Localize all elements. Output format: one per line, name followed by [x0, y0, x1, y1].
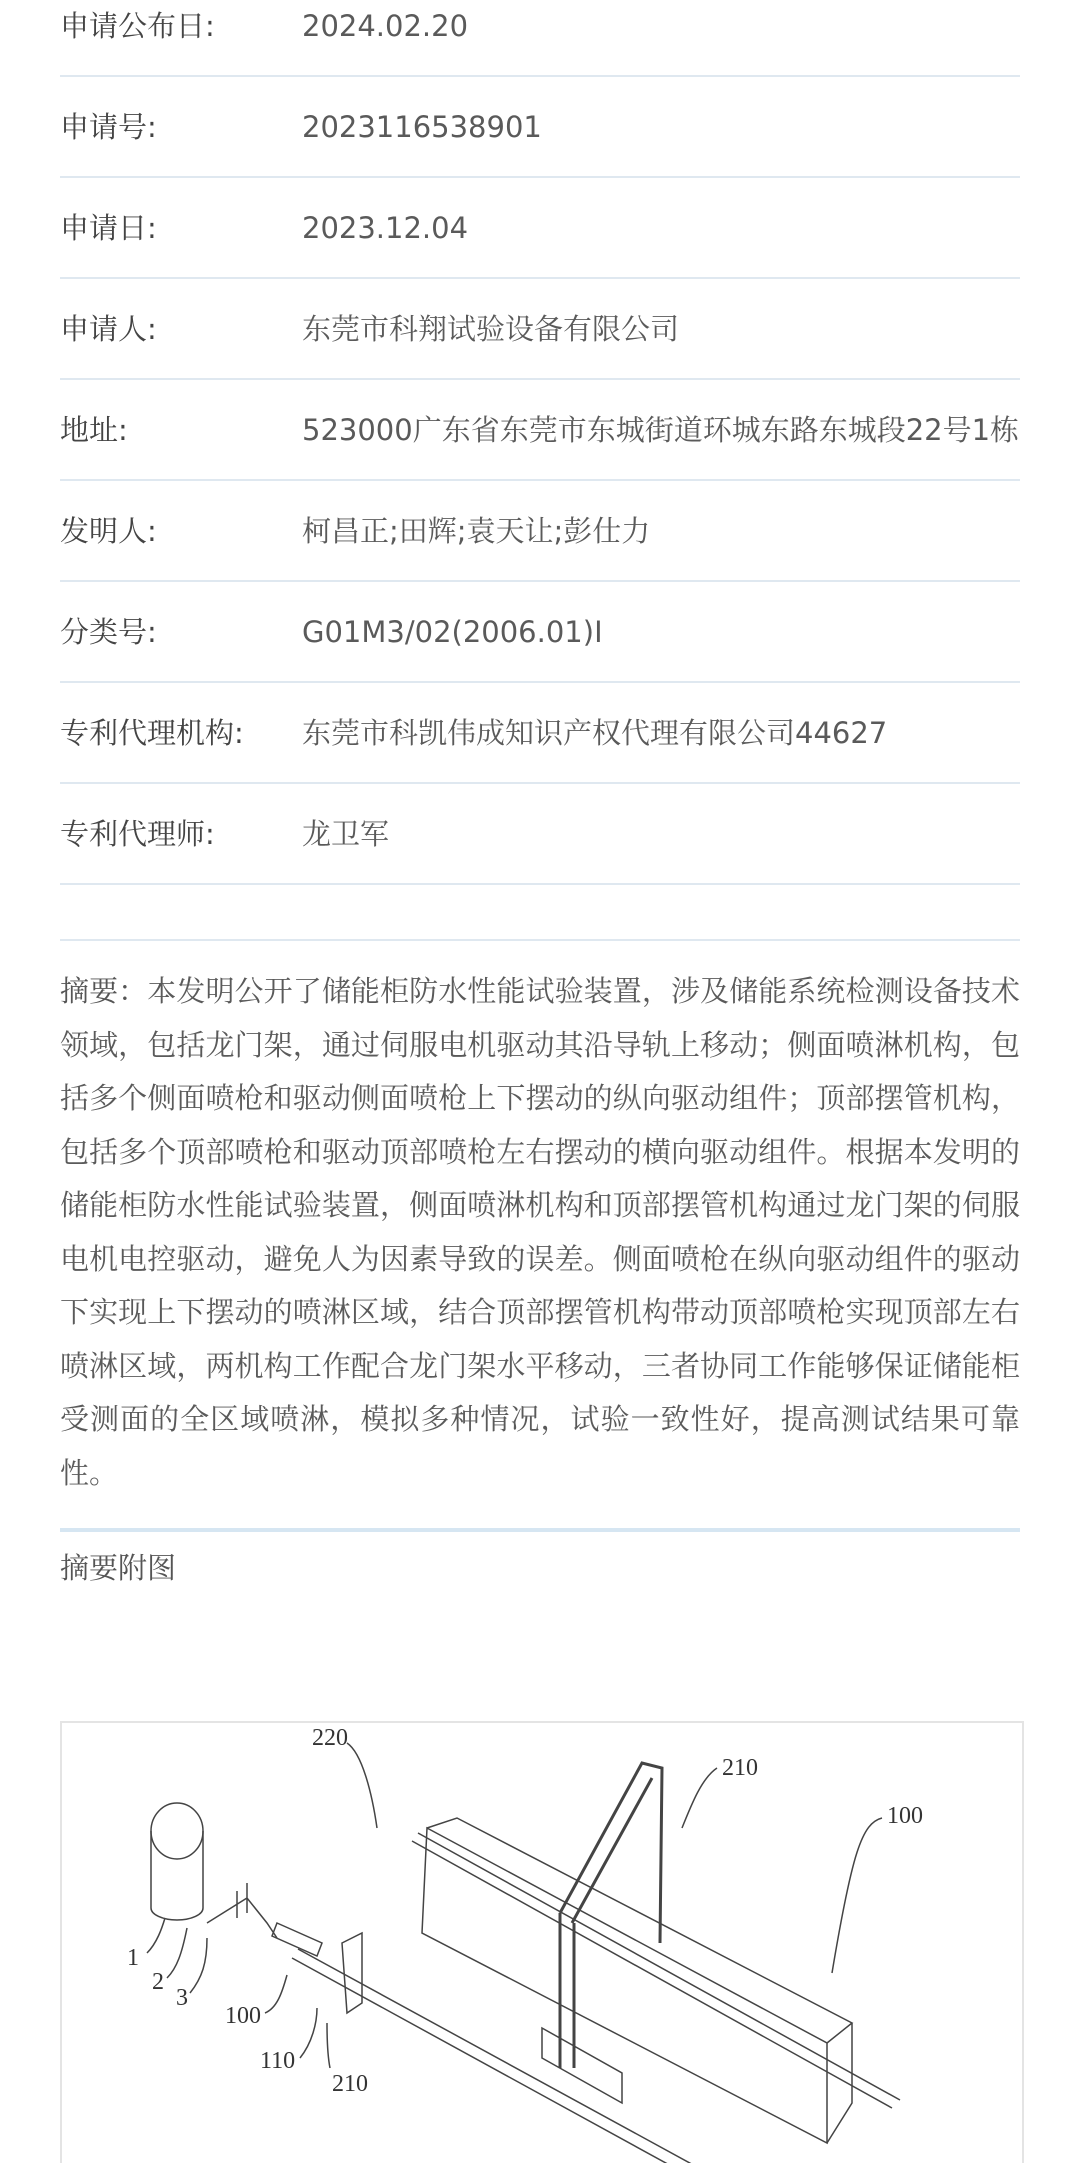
- field-label: 专利代理机构:: [60, 716, 244, 750]
- field-row: [60, 77, 1020, 178]
- label-100-left: 100: [225, 2003, 261, 2029]
- field-label: 地址:: [60, 413, 128, 447]
- field-value: 2023116538901: [302, 110, 542, 144]
- label-210-top: 210: [722, 1755, 758, 1781]
- label-110: 110: [260, 2048, 296, 2074]
- field-value: 2024.02.20: [302, 9, 469, 43]
- label-3: 3: [176, 1985, 188, 2011]
- field-row: [60, 380, 1020, 481]
- label-100-right: 100: [887, 1803, 923, 1829]
- field-label: 申请人:: [60, 312, 157, 346]
- field-label: 分类号:: [60, 615, 157, 649]
- field-row: [60, 784, 1020, 885]
- field-label: 申请日:: [60, 211, 157, 245]
- label-1: 1: [127, 1945, 139, 1971]
- field-label: 发明人:: [60, 514, 157, 548]
- abstract-figure: [60, 1721, 1024, 2163]
- field-row: [60, 683, 1020, 784]
- figure-title: 摘要附图: [60, 1551, 177, 1585]
- field-value: 东莞市科凯伟成知识产权代理有限公司44627: [302, 716, 888, 750]
- field-value: 柯昌正;田辉;袁天让;彭仕力: [302, 514, 651, 548]
- field-value: G01M3/02(2006.01)I: [302, 615, 603, 649]
- abstract-label: 摘要：: [60, 974, 148, 1008]
- field-label: 专利代理师:: [60, 817, 215, 851]
- field-row: [60, 279, 1020, 380]
- field-label: 申请公布日:: [60, 9, 215, 43]
- field-row: [60, 481, 1020, 582]
- field-row: [60, 582, 1020, 683]
- abstract-text: 本发明公开了储能柜防水性能试验装置，涉及储能系统检测设备技术领域，包括龙门架，通过伺服电机驱动其沿导轨上移动；侧面喷淋机构，包括多个侧面喷枪和驱动侧面喷枪上下摆动的纵向驱动组件；顶部摆管机构，包括多个顶部喷枪和驱动顶部喷枪左右摆动的横向驱动组件。根据本发明的储能柜防水性能试验装置，侧面喷淋机构和顶部摆管机构通过龙门架的伺服电机电控驱动，避免人为因素导致的误差。侧面喷枪在纵向驱动组件的驱动下实现上下摆动的喷淋区域，结合顶部摆管机构带动顶部喷枪实现顶部左右喷淋区域，两机构工作配合龙门架水平移动，三者协同工作能够保证储能柜受测面的全区域喷淋，模拟多种情况，试验一致性好，提高测试结果可靠性。: [60, 974, 1020, 1490]
- label-2: 2: [152, 1969, 164, 1995]
- label-210-bottom: 210: [332, 2071, 368, 2097]
- abstract: [60, 941, 1020, 1528]
- field-label: 申请号:: [60, 110, 157, 144]
- divider: [60, 885, 1020, 941]
- field-value: 2023.12.04: [302, 211, 469, 245]
- field-row: [60, 0, 1020, 77]
- field-value: 龙卫军: [302, 817, 390, 851]
- field-value: 东莞市科翔试验设备有限公司: [302, 312, 680, 346]
- label-220: 220: [312, 1725, 348, 1751]
- field-value: 523000广东省东莞市东城街道环城东路东城段22号1栋: [302, 413, 1020, 447]
- patent-info: [60, 0, 1020, 1618]
- field-row: [60, 178, 1020, 279]
- device-drawing: [62, 1723, 1022, 2163]
